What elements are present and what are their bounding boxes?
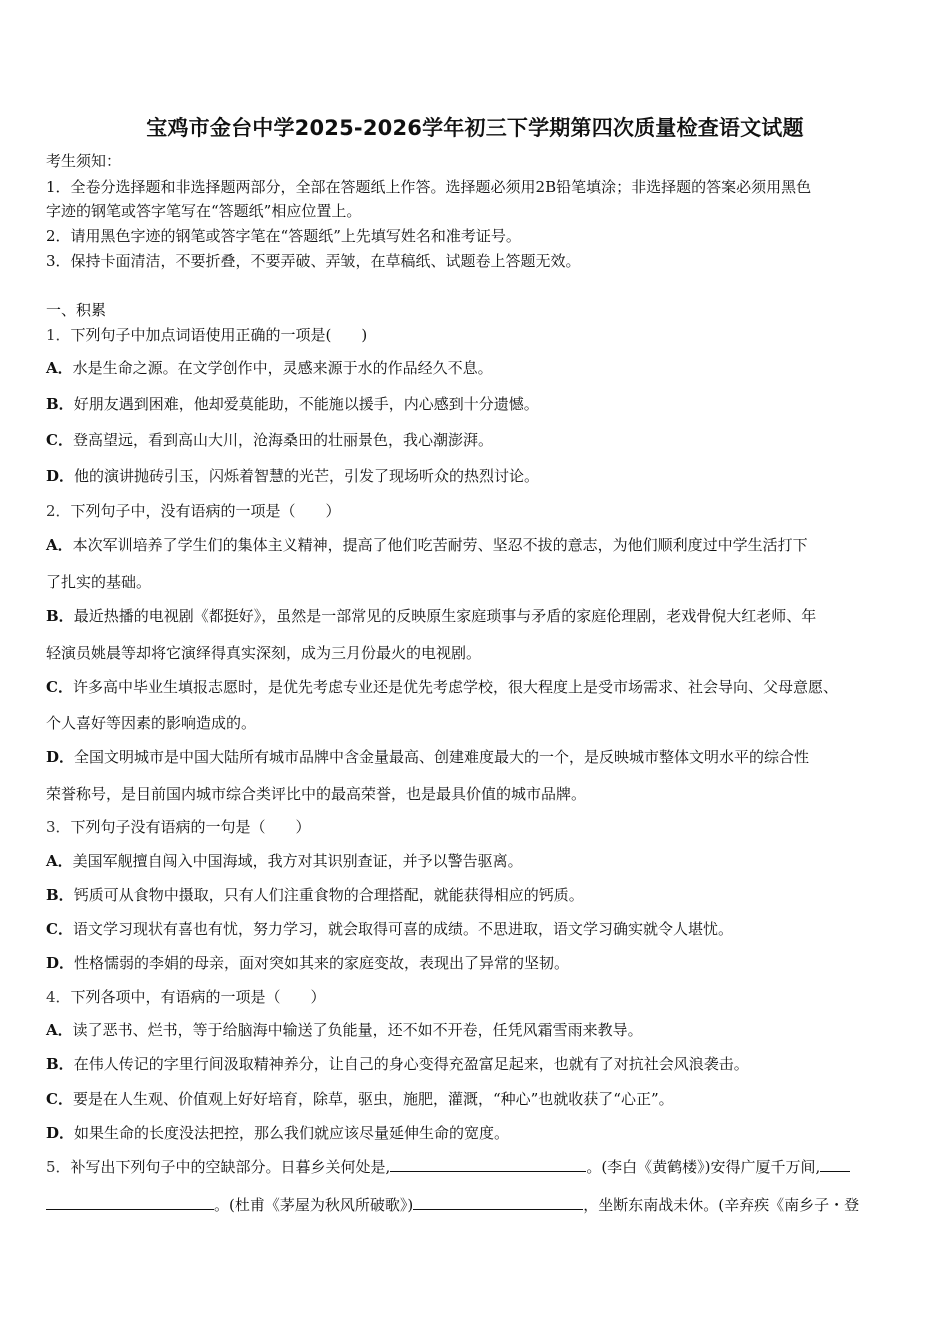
q3-option-b	[46, 885, 916, 905]
q4-option-d	[46, 1123, 916, 1143]
option-text: 性格懦弱的李娟的母亲，面对突如其来的家庭变故，表现出了异常的坚韧。	[74, 954, 570, 972]
q4-option-c	[46, 1089, 916, 1109]
option-label: A．	[46, 359, 73, 377]
q2-option-a	[46, 535, 916, 555]
option-text: 最近热播的电视剧《都挺好》，虽然是一部常见的反映原生家庭琐事与矛盾的家庭伦理剧，老戏骨倪大红老师、年	[73, 607, 817, 625]
option-label: A．	[46, 536, 73, 554]
option-text: 他的演讲抛砖引玉，闪烁着智慧的光芒，引发了现场听众的热烈讨论。	[74, 467, 540, 485]
q1-option-c	[46, 430, 916, 450]
option-text: 美国军舰擅自闯入中国海域，我方对其识别查证，并予以警告驱离。	[72, 852, 523, 870]
option-label: D．	[46, 954, 75, 972]
q3-option-d	[46, 953, 916, 973]
q2-option-c-cont: 个人喜好等因素的影响造成的。	[46, 714, 257, 732]
answer-blank[interactable]	[46, 1195, 214, 1210]
question-number: 3．	[46, 818, 71, 836]
option-label: D．	[46, 748, 75, 766]
option-text: 登高望远，看到高山大川，沧海桑田的壮丽景色，我心潮澎湃。	[72, 431, 493, 449]
option-label: B．	[46, 886, 74, 904]
notice-item-1b: 字迹的钢笔或答字笔写在“答题纸”相应位置上。	[46, 202, 362, 220]
q1-option-a	[46, 358, 916, 378]
q2-option-d-cont: 荣誉称号，是目前国内城市综合类评比中的最高荣誉，也是最具价值的城市品牌。	[46, 785, 587, 803]
notice-heading: 考生须知：	[46, 152, 122, 170]
page-title: 宝鸡市金台中学2025-2026学年初三下学期第四次质量检查语文试题	[146, 116, 804, 140]
option-text: 如果生命的长度没法把控，那么我们就应该尽量延伸生命的宽度。	[74, 1124, 510, 1142]
option-text: 要是在人生观、价值观上好好培育，除草，驱虫，施肥，灌溉，“种心”也就收获了“心正”。	[72, 1090, 674, 1108]
question-2-stem	[46, 501, 916, 521]
notice-item-1a: 1．全卷分选择题和非选择题两部分，全部在答题纸上作答。选择题必须用2B铅笔填涂；非选择题的答案必须用黑色	[46, 178, 812, 196]
option-label: C．	[46, 678, 73, 696]
option-text: 在伟人传记的字里行间汲取精神养分，让自己的身心变得充盈富足起来，也就有了对抗社会风浪袭击。	[73, 1055, 749, 1073]
q4-option-a	[46, 1020, 916, 1040]
question-text: 。(李白《黄鹤楼》)安得广厦千万间,	[586, 1158, 821, 1176]
option-text: 本次军训培养了学生们的集体主义精神，提高了他们吃苦耐劳、坚忍不拔的意志，为他们顺利度过中学生活打下	[72, 536, 808, 554]
option-label: C．	[46, 431, 73, 449]
q2-option-b-cont: 轻演员姚晨等却将它演绎得真实深刻，成为三月份最火的电视剧。	[46, 644, 482, 662]
question-text: 下列句子中加点词语使用正确的一项是( )	[70, 326, 368, 344]
option-text: 读了恶书、烂书，等于给脑海中输送了负能量，还不如不开卷，任凭风霜雪雨来教导。	[72, 1021, 643, 1039]
question-text: 补写出下列句子中的空缺部分。日暮乡关何处是,	[70, 1158, 391, 1176]
option-label: B．	[46, 395, 74, 413]
q1-option-b	[46, 394, 916, 414]
question-text: 下列句子没有语病的一句是（ ）	[70, 818, 311, 836]
option-label: D．	[46, 1124, 75, 1142]
question-text: 下列句子中，没有语病的一项是（ ）	[70, 502, 341, 520]
option-text: 钙质可从食物中摄取，只有人们注重食物的合理搭配，就能获得相应的钙质。	[73, 886, 584, 904]
option-text: 语文学习现状有喜也有忧，努力学习，就会取得可喜的成绩。不思进取，语文学习确实就令人堪忧。	[72, 920, 733, 938]
question-number: 2．	[46, 502, 71, 520]
question-text: 。(杜甫《茅屋为秋风所破歌》)	[214, 1196, 414, 1214]
option-label: A．	[46, 852, 73, 870]
answer-blank[interactable]	[413, 1195, 583, 1210]
answer-blank[interactable]	[820, 1157, 850, 1172]
question-5-line-1	[46, 1157, 916, 1177]
question-5-line-2	[46, 1195, 916, 1215]
option-label: C．	[46, 920, 73, 938]
answer-blank[interactable]	[390, 1157, 586, 1172]
question-1-stem	[46, 325, 916, 345]
section-heading: 一、积累	[46, 301, 107, 319]
q2-option-a-cont: 了扎实的基础。	[46, 573, 152, 591]
option-label: B．	[46, 607, 74, 625]
option-label: D．	[46, 467, 75, 485]
notice-item-2: 2．请用黑色字迹的钢笔或答字笔在“答题纸”上先填写姓名和准考证号。	[46, 227, 521, 245]
question-number: 5．	[46, 1158, 71, 1176]
option-text: 全国文明城市是中国大陆所有城市品牌中含金量最高、创建难度最大的一个，是反映城市整体文明水平的综合性	[74, 748, 810, 766]
question-3-stem	[46, 817, 916, 837]
q4-option-b	[46, 1054, 916, 1074]
q2-option-d	[46, 747, 916, 767]
q2-option-c	[46, 677, 916, 697]
q1-option-d	[46, 466, 916, 486]
option-label: B．	[46, 1055, 74, 1073]
notice-item-3: 3．保持卡面清洁，不要折叠，不要弄破、弄皱，在草稿纸、试题卷上答题无效。	[46, 252, 581, 270]
option-label: A．	[46, 1021, 73, 1039]
q3-option-c	[46, 919, 916, 939]
question-number: 4．	[46, 988, 71, 1006]
question-text: ，坐断东南战未休。(辛弃疾《南乡子・登	[583, 1196, 860, 1214]
question-4-stem	[46, 987, 916, 1007]
option-text: 好朋友遇到困难，他却爱莫能助，不能施以援手，内心感到十分遗憾。	[73, 395, 539, 413]
option-text: 许多高中毕业生填报志愿时，是优先考虑专业还是优先考虑学校，很大程度上是受市场需求、社会导向、父母意愿、	[72, 678, 838, 696]
question-number: 1．	[46, 326, 71, 344]
option-text: 水是生命之源。在文学创作中，灵感来源于水的作品经久不息。	[72, 359, 493, 377]
q2-option-b	[46, 606, 916, 626]
question-text: 下列各项中，有语病的一项是（ ）	[70, 988, 326, 1006]
q3-option-a	[46, 851, 916, 871]
option-label: C．	[46, 1090, 73, 1108]
